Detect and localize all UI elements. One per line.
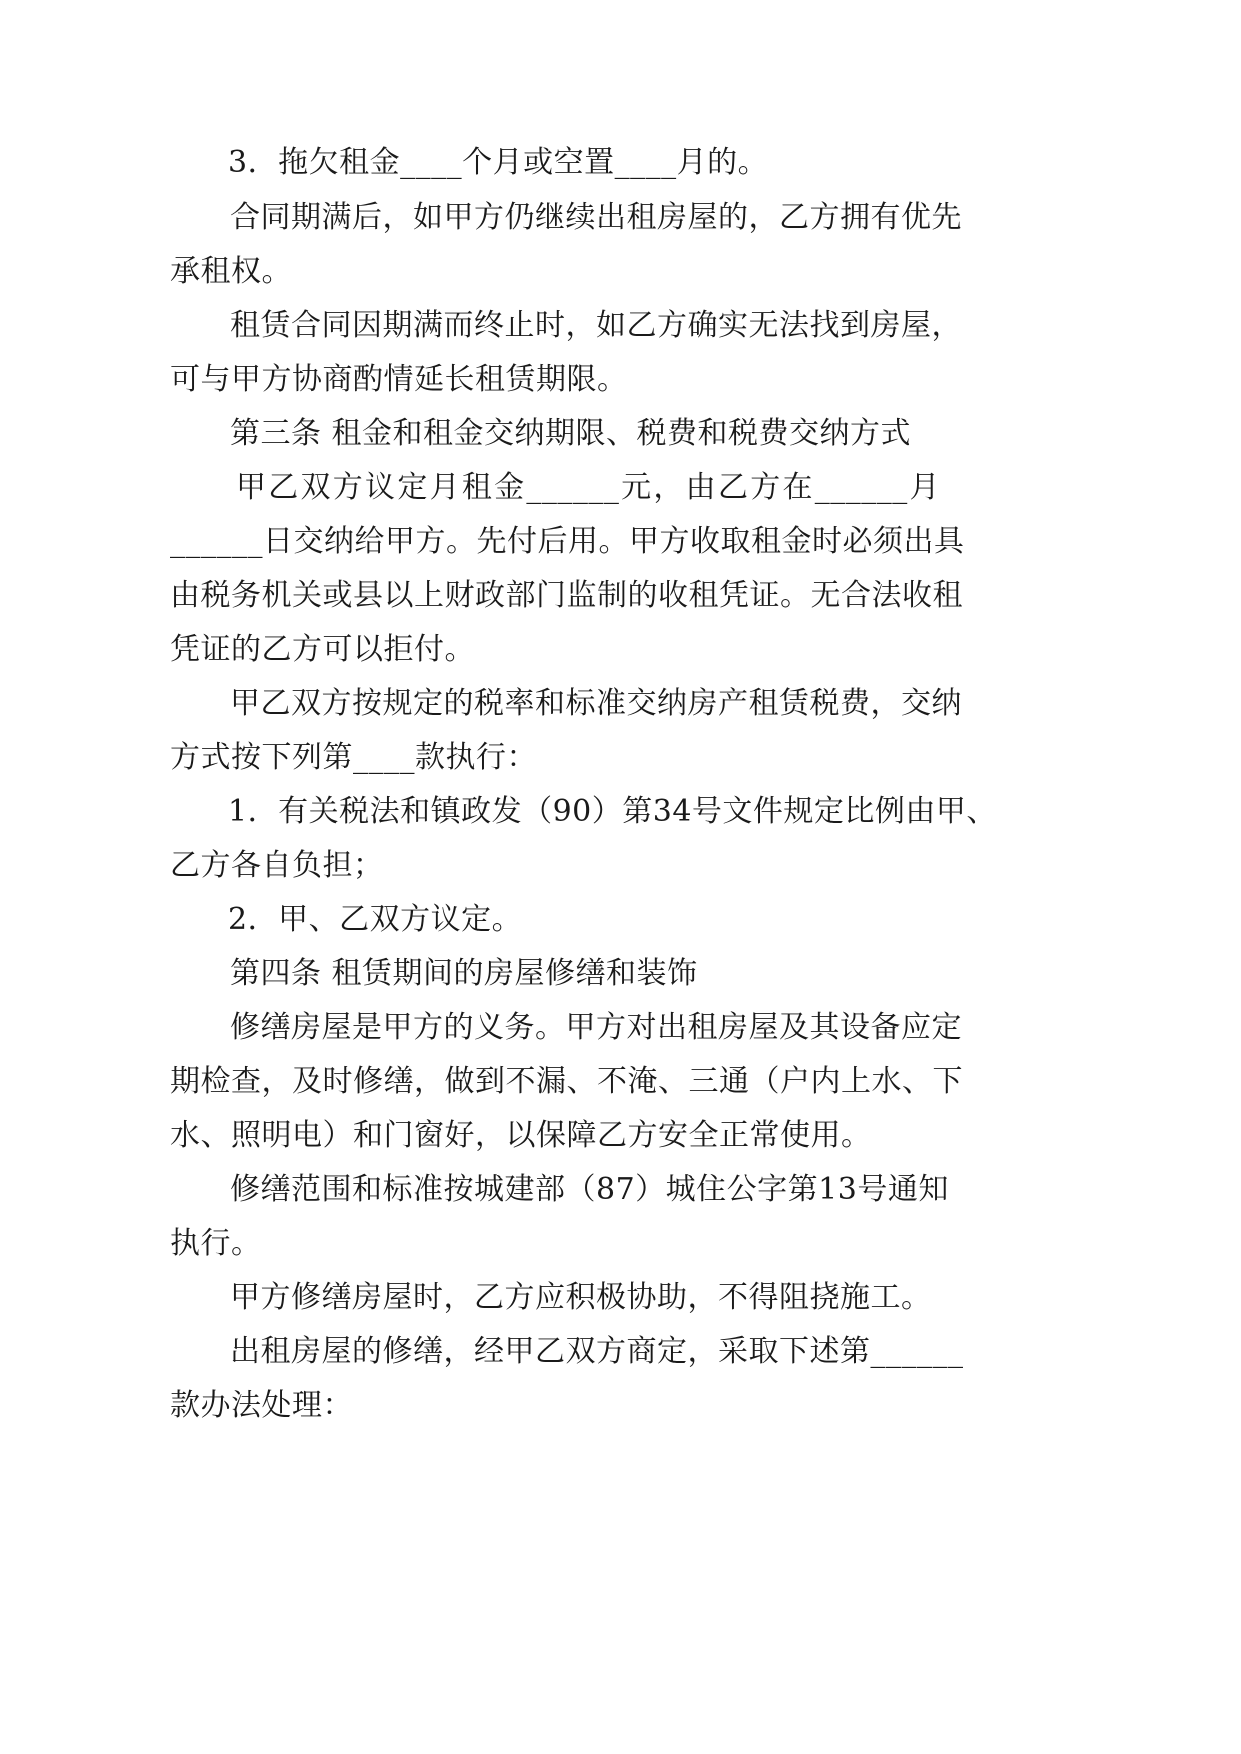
text-line: 方式按下列第____款执行： — [170, 740, 537, 775]
text-line: 可与甲方协商酌情延长租赁期限。 — [170, 362, 628, 397]
text-line: 承租权。 — [170, 254, 292, 289]
text-line: 期检查，及时修缮，做到不漏、不淹、三通（户内上水、下 — [170, 1064, 963, 1099]
text-line: 由税务机关或县以上财政部门监制的收租凭证。无合法收租 — [170, 578, 963, 613]
text-line: 执行。 — [170, 1226, 262, 1261]
text-line: 甲方修缮房屋时，乙方应积极协助，不得阻挠施工。 — [230, 1280, 932, 1315]
text-line: 凭证的乙方可以拒付。 — [170, 632, 475, 667]
text-line: 2．甲、乙双方议定。 — [228, 902, 523, 937]
text-line: 第四条 租赁期间的房屋修缮和装饰 — [230, 956, 698, 991]
text-line: 甲乙双方议定月租金______元，由乙方在______月 — [236, 470, 940, 505]
text-line: 3．拖欠租金____个月或空置____月的。 — [228, 145, 769, 180]
text-line: 合同期满后，如甲方仍继续出租房屋的，乙方拥有优先 — [230, 200, 962, 235]
text-line: 水、照明电）和门窗好，以保障乙方安全正常使用。 — [170, 1118, 872, 1153]
text-line: 第三条 租金和租金交纳期限、税费和税费交纳方式 — [230, 416, 912, 451]
text-line: 甲乙双方按规定的税率和标准交纳房产租赁税费，交纳 — [230, 686, 962, 721]
text-line: ______日交纳给甲方。先付后用。甲方收取租金时必须出具 — [170, 524, 965, 559]
text-line: 租赁合同因期满而终止时，如乙方确实无法找到房屋， — [230, 308, 962, 343]
text-line: 款办法处理： — [170, 1388, 353, 1423]
text-line: 1．有关税法和镇政发（90）第34号文件规定比例由甲、 — [228, 794, 997, 829]
text-line: 修缮房屋是甲方的义务。甲方对出租房屋及其设备应定 — [230, 1010, 962, 1045]
text-line: 出租房屋的修缮，经甲乙双方商定，采取下述第______ — [230, 1334, 964, 1369]
text-line: 修缮范围和标准按城建部（87）城住公字第13号通知 — [230, 1172, 949, 1207]
text-line: 乙方各自负担； — [170, 848, 384, 883]
